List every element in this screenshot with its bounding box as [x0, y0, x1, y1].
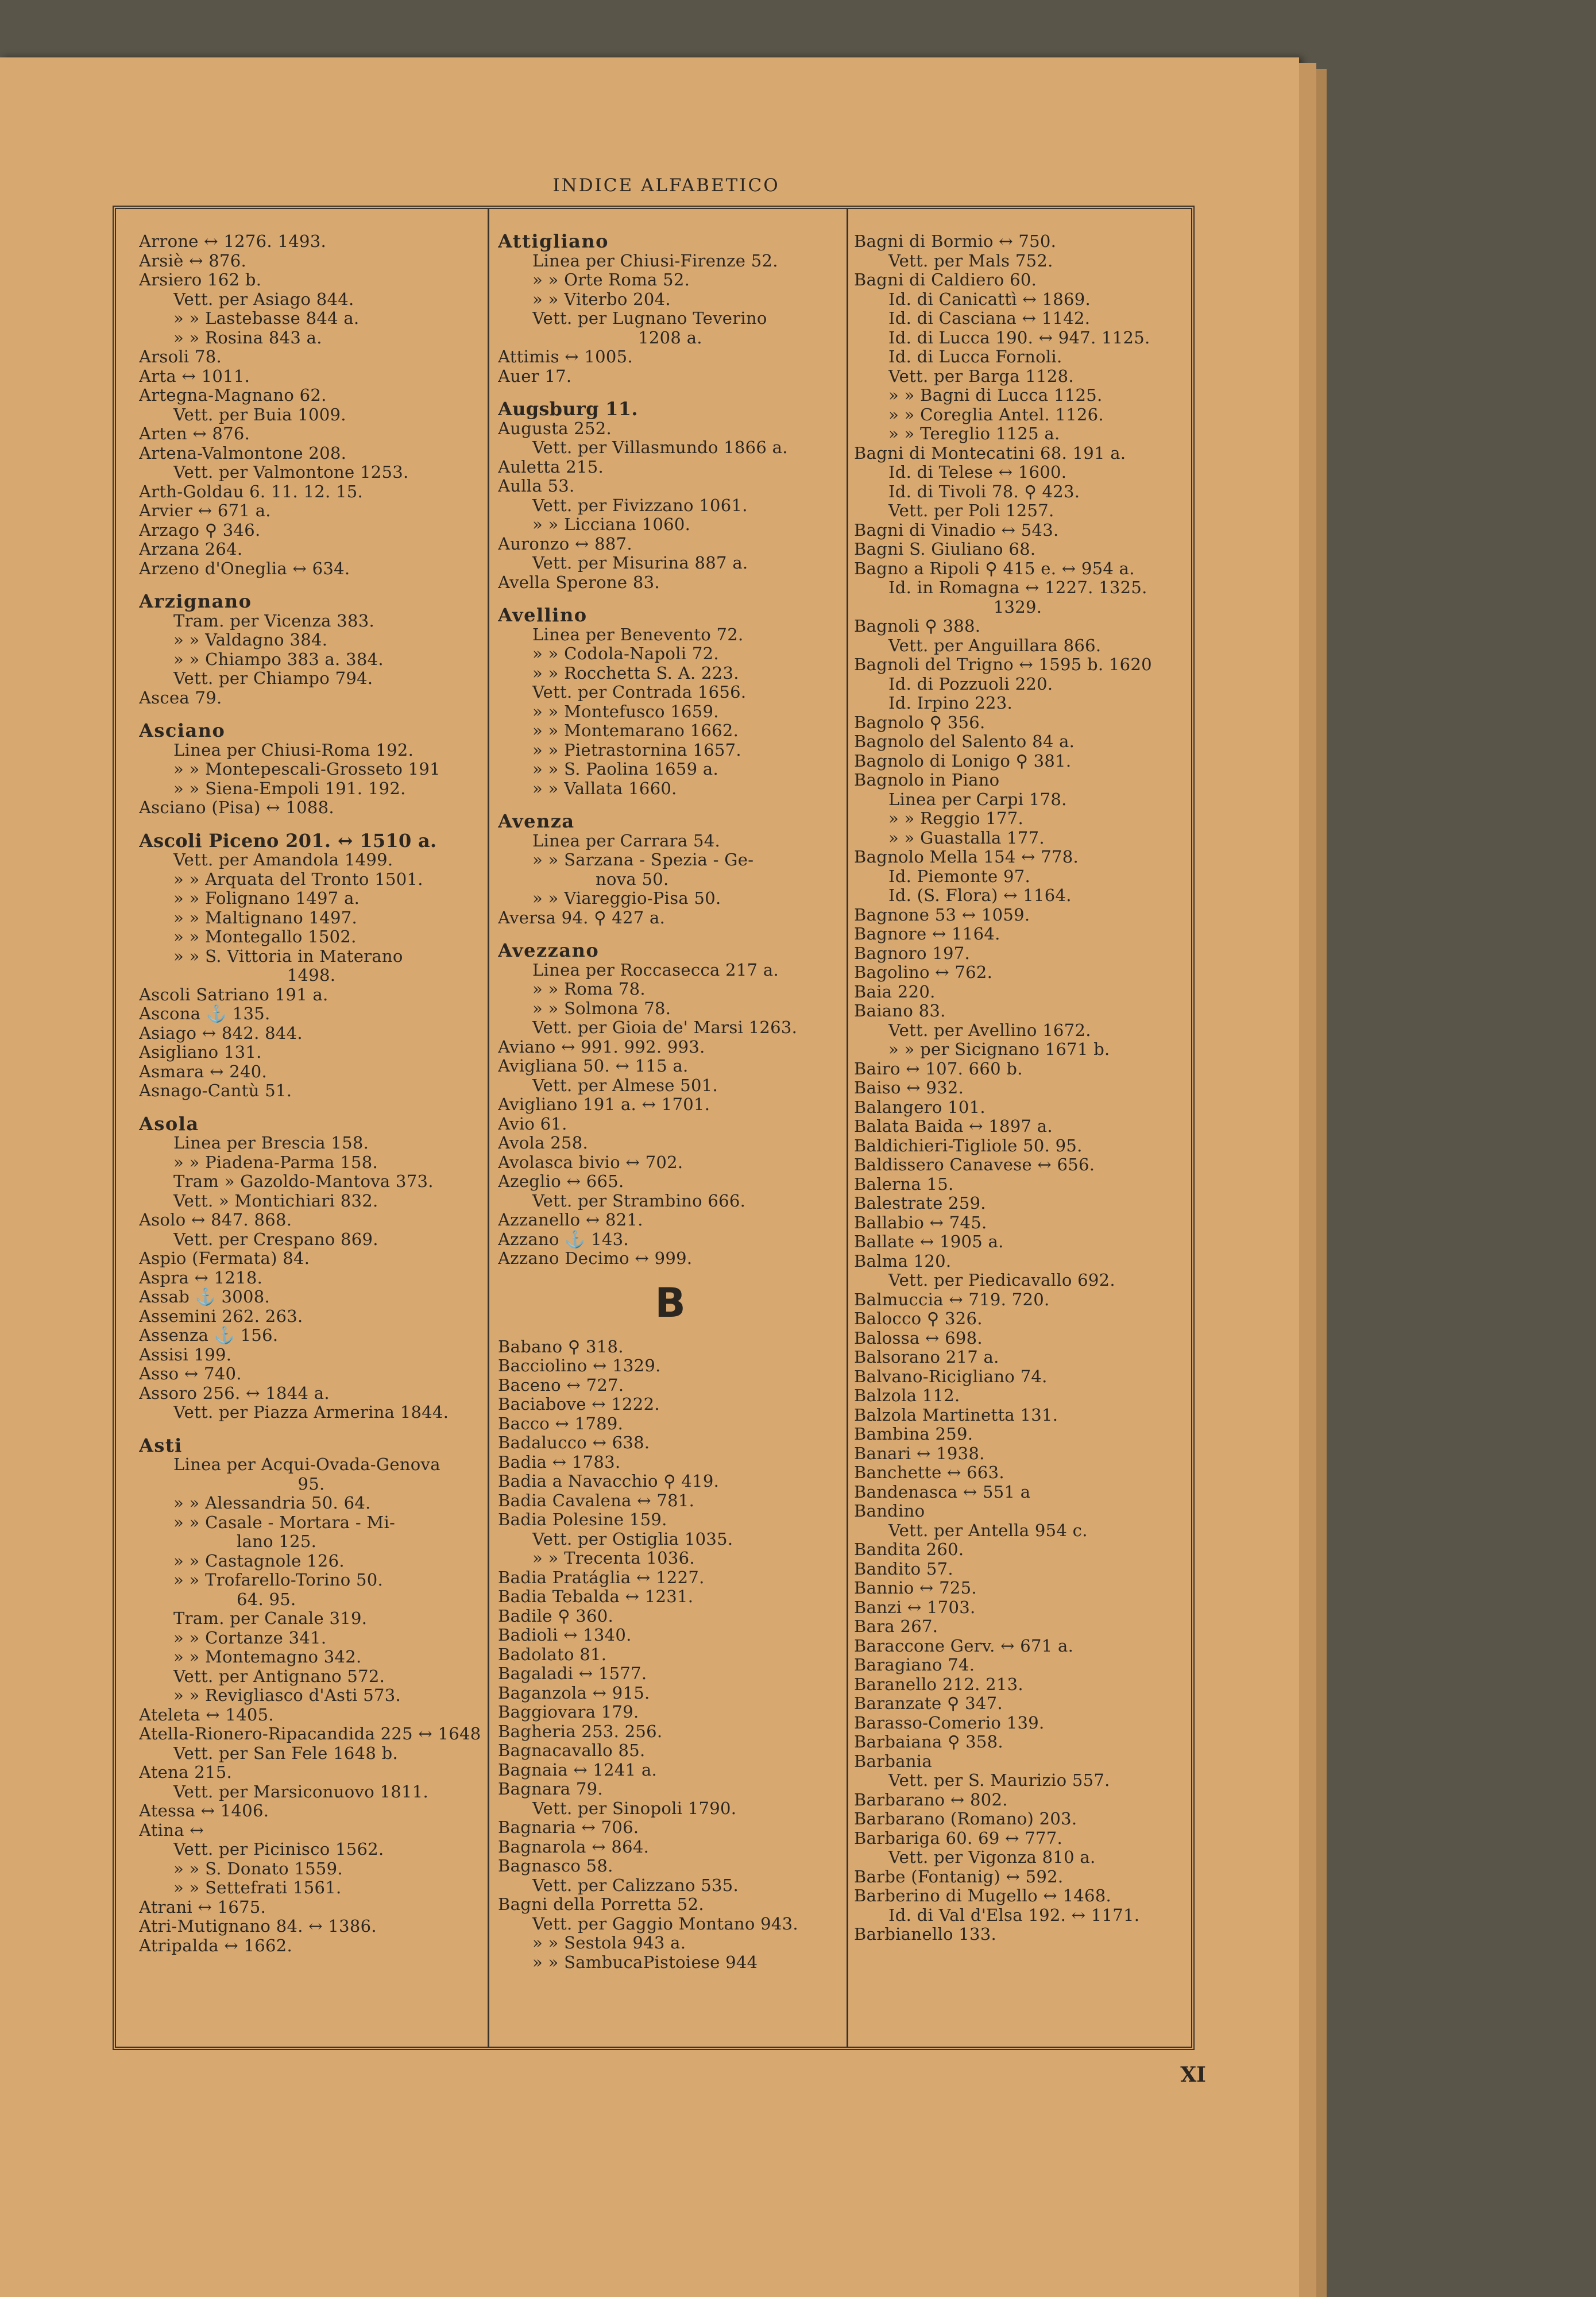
index-entry: » » Piadena-Parma 158. [173, 1153, 378, 1172]
index-entry: Barbaiana ⚲ 358. [854, 1733, 1003, 1751]
index-entry: Bagni di Caldiero 60. [854, 270, 1037, 289]
index-entry: Vett. per Buia 1009. [173, 405, 346, 424]
index-entry: » » Tereglio 1125 a. [888, 424, 1060, 443]
index-entry: » » Sestola 943 a. [532, 1933, 686, 1952]
index-entry: Augsburg 11. [498, 400, 638, 419]
index-entry: Bagnolo del Salento 84 a. [854, 732, 1075, 751]
index-entry: Vett. per S. Maurizio 557. [888, 1771, 1110, 1790]
index-entry: Balata Baida ↔ 1897 a. [854, 1117, 1053, 1136]
index-entry: Balossa ↔ 698. [854, 1328, 983, 1348]
index-entry: Tram » Gazoldo-Mantova 373. [173, 1172, 434, 1191]
index-entry: 1208 a. [638, 328, 702, 347]
index-entry: » » Arquata del Tronto 1501. [173, 869, 423, 889]
index-entry: Atessa ↔ 1406. [139, 1801, 269, 1820]
index-entry: Vett. per Poli 1257. [888, 501, 1054, 520]
index-entry: Assoro 256. ↔ 1844 a. [139, 1383, 330, 1403]
index-entry: Arta ↔ 1011. [139, 366, 250, 386]
index-entry: » » Montemarano 1662. [532, 721, 739, 740]
index-entry: » » Maltignano 1497. [173, 908, 358, 927]
index-entry: Vett. per Valmontone 1253. [173, 463, 409, 482]
index-entry: Baldissero Canavese ↔ 656. [854, 1155, 1095, 1174]
index-entry: Avigliana 50. ↔ 115 a. [498, 1057, 689, 1076]
index-entry: Balerna 15. [854, 1174, 954, 1194]
spacer [139, 578, 484, 592]
index-entry: Bagnolo Mella 154 ↔ 778. [854, 848, 1079, 867]
index-entry: Barbania [854, 1751, 932, 1771]
index-entry: Bagno a Ripoli ⚲ 415 e. ↔ 954 a. [854, 559, 1135, 578]
index-entry: Asciano (Pisa) ↔ 1088. [139, 798, 334, 817]
index-entry: Auletta 215. [498, 457, 604, 477]
index-entry: Bagni di Montecatini 68. 191 a. [854, 443, 1126, 463]
index-entry: Azeglio ↔ 665. [498, 1172, 624, 1191]
index-entry: Barbarano (Romano) 203. [854, 1809, 1077, 1828]
index-entry: » » Folignano 1497 a. [173, 889, 360, 908]
index-entry: Baranzate ⚲ 347. [854, 1694, 1003, 1713]
index-entry: Vett. » Montichiari 832. [173, 1191, 378, 1211]
index-entry: Avolasca bivio ↔ 702. [498, 1153, 683, 1172]
index-entry: Ballabio ↔ 745. [854, 1213, 987, 1232]
index-entry: » » Trecenta 1036. [532, 1549, 695, 1568]
index-entry: Linea per Chiusi-Firenze 52. [532, 251, 778, 270]
index-entry: Vett. per Almese 501. [532, 1076, 718, 1095]
index-entry: » » Settefrati 1561. [173, 1878, 342, 1897]
index-entry: Baceno ↔ 727. [498, 1375, 624, 1395]
index-entry: Atella-Rionero-Ripacandida 225 ↔ 1648 [139, 1724, 481, 1743]
index-entry: Vett. per Vigonza 810 a. [888, 1848, 1096, 1867]
index-entry: Barbe (Fontanig) ↔ 592. [854, 1867, 1064, 1886]
index-entry: Vett. per Misurina 887 a. [532, 554, 748, 573]
index-entry: Bandita 260. [854, 1540, 964, 1559]
index-entry: » » Siena-Empoli 191. 192. [173, 779, 406, 798]
index-entry: Avigliano 191 a. ↔ 1701. [498, 1095, 710, 1114]
index-entry: Arsiè ↔ 876. [139, 251, 247, 270]
index-entry: » » Montegallo 1502. [173, 927, 357, 946]
index-heading: Avenza [498, 812, 575, 832]
index-column-3 [854, 232, 1181, 1944]
index-heading: Arzignano [139, 592, 252, 612]
index-entry: Artena-Valmontone 208. [139, 443, 347, 463]
index-entry: Arzeno d'Oneglia ↔ 634. [139, 559, 350, 578]
index-entry: Aspio (Fermata) 84. [139, 1249, 310, 1268]
index-entry: Bagaladi ↔ 1577. [498, 1664, 647, 1683]
index-entry: Id. di Casciana ↔ 1142. [888, 309, 1091, 328]
index-column-1 [139, 232, 484, 1955]
index-entry: Barasso-Comerio 139. [854, 1713, 1045, 1733]
spacer [139, 818, 484, 832]
index-entry: Vett. per Lugnano Teverino [532, 309, 767, 328]
index-entry: Vett. per Barga 1128. [888, 366, 1074, 386]
index-entry: Badia ↔ 1783. [498, 1452, 621, 1472]
index-entry: » » Valdagno 384. [173, 631, 328, 649]
index-entry: Bagnolo di Lonigo ⚲ 381. [854, 751, 1072, 771]
index-entry: » » Casale - Mortara - Mi- [173, 1513, 396, 1532]
index-entry: Bagni di Bormio ↔ 750. [854, 232, 1057, 251]
index-entry: Badia Tebalda ↔ 1231. [498, 1587, 694, 1606]
index-heading: Avellino [498, 606, 588, 625]
index-entry: Bannio ↔ 725. [854, 1579, 977, 1598]
index-entry: Asnago-Cantù 51. [139, 1081, 292, 1100]
index-entry: Atripalda ↔ 1662. [139, 1936, 293, 1955]
index-entry: Arth-Goldau 6. 11. 12. 15. [139, 482, 364, 501]
index-entry: Bagnolo in Piano [854, 771, 1000, 790]
index-entry: » » Castagnole 126. [173, 1551, 345, 1571]
index-entry: Bagnacavallo 85. [498, 1741, 646, 1760]
index-entry: Baiso ↔ 932. [854, 1078, 964, 1097]
index-entry: Vett. per San Fele 1648 b. [173, 1743, 399, 1763]
index-entry: 1498. [287, 966, 336, 985]
index-entry: » » Guastalla 177. [888, 828, 1045, 848]
index-entry: Bandito 57. [854, 1559, 953, 1579]
index-entry: Badia Pratáglia ↔ 1227. [498, 1568, 705, 1587]
index-entry: Linea per Benevento 72. [532, 625, 744, 644]
index-entry: Baiano 83. [854, 1001, 946, 1020]
index-entry: » » Lastebasse 844 a. [173, 309, 360, 328]
index-heading: Asti [139, 1436, 183, 1455]
index-entry: » » S. Donato 1559. [173, 1859, 343, 1878]
index-entry: Id. in Romagna ↔ 1227. 1325. [888, 578, 1147, 597]
index-entry: » » Revigliasco d'Asti 573. [173, 1686, 401, 1705]
index-entry: Bagnaia ↔ 1241 a. [498, 1760, 658, 1780]
index-entry: Bacco ↔ 1789. [498, 1414, 624, 1433]
index-entry: Ascona ⚓ 135. [139, 1004, 270, 1023]
index-entry: nova 50. [596, 869, 669, 889]
index-entry: Azzano ⚓ 143. [498, 1229, 629, 1249]
index-entry: Bairo ↔ 107. 660 b. [854, 1059, 1023, 1078]
index-heading: Asciano [139, 721, 226, 741]
index-entry: » » Codola-Napoli 72. [532, 644, 719, 663]
index-entry: Baia 220. [854, 982, 936, 1001]
index-entry: Vett. per Calizzano 535. [532, 1876, 739, 1895]
index-entry: Arvier ↔ 671 a. [139, 501, 271, 520]
index-entry: Bandenasca ↔ 551 a [854, 1482, 1031, 1502]
index-entry: » » Viareggio-Pisa 50. [532, 889, 721, 908]
column-rule [847, 209, 848, 2047]
index-entry: Aviano ↔ 991. 992. 993. [498, 1037, 705, 1057]
index-entry: Linea per Brescia 158. [173, 1134, 369, 1153]
index-entry: Assemini 262. 263. [139, 1306, 303, 1326]
index-entry: Balsorano 217 a. [854, 1348, 999, 1367]
index-entry: Vett. per Crespano 869. [173, 1229, 378, 1249]
index-entry: Id. di Pozzuoli 220. [888, 674, 1053, 694]
index-entry: » » S. Paolina 1659 a. [532, 760, 719, 779]
index-entry: Vett. per Anguillara 866. [888, 636, 1102, 655]
index-entry: Banchette ↔ 663. [854, 1463, 1004, 1482]
index-entry: » » Cortanze 341. [173, 1628, 327, 1648]
index-entry: Aulla 53. [498, 477, 575, 496]
index-entry: Augusta 252. [498, 419, 612, 438]
index-entry: Ballate ↔ 1905 a. [854, 1232, 1004, 1251]
index-entry: 1329. [993, 597, 1042, 617]
index-entry: Baldichieri-Tigliole 50. 95. [854, 1136, 1083, 1155]
index-heading: Attigliano [498, 232, 609, 252]
spacer [498, 927, 843, 941]
index-entry: Arsiero 162 b. [139, 270, 262, 289]
index-entry: Bagnara 79. [498, 1780, 603, 1799]
index-entry: Balma 120. [854, 1251, 952, 1271]
index-entry: Ascoli Piceno 201. ↔ 1510 a. [139, 831, 437, 850]
index-entry: Badile ⚲ 360. [498, 1606, 614, 1626]
index-entry: Azzano Decimo ↔ 999. [498, 1249, 693, 1268]
index-entry: » » Bagni di Lucca 1125. [888, 386, 1103, 405]
index-entry: Vett. per Mals 752. [888, 251, 1053, 270]
index-entry: Babano ⚲ 318. [498, 1337, 624, 1356]
index-entry: Id. di Tivoli 78. ⚲ 423. [888, 482, 1080, 501]
spacer [139, 1422, 484, 1436]
index-entry: Azzanello ↔ 821. [498, 1211, 643, 1229]
spacer [498, 592, 843, 606]
index-entry: Id. Piemonte 97. [888, 867, 1030, 886]
index-entry: Arzago ⚲ 346. [139, 520, 261, 540]
index-entry: » » Trofarello-Torino 50. [173, 1571, 384, 1590]
index-entry: Linea per Chiusi-Roma 192. [173, 740, 414, 760]
index-entry: Id. di Telese ↔ 1600. [888, 463, 1067, 482]
index-entry: Baganzola ↔ 915. [498, 1683, 650, 1703]
index-entry: Arten ↔ 876. [139, 424, 250, 443]
page-edge-shadow [1316, 69, 1327, 2297]
running-header: INDICE ALFABETICO [552, 175, 780, 196]
index-entry: Bagnasco 58. [498, 1857, 613, 1876]
index-entry: Vett. per Asiago 844. [173, 289, 354, 309]
index-entry: » » Licciana 1060. [532, 515, 691, 534]
index-entry: Bagnoro 197. [854, 943, 971, 963]
section-letter: B [655, 1279, 686, 1327]
index-entry: Vett. per Fivizzano 1061. [532, 496, 748, 515]
index-entry: Balangero 101. [854, 1097, 986, 1117]
index-entry: Arzana 264. [139, 540, 243, 559]
index-entry: Atina ↔ [139, 1820, 204, 1840]
column-rule [488, 209, 489, 2047]
index-entry: » » Montepescali-Grosseto 191 [173, 760, 440, 779]
index-entry: Assisi 199. [139, 1345, 232, 1364]
index-entry: » » Vallata 1660. [532, 779, 677, 798]
index-entry: Tram. per Canale 319. [173, 1609, 368, 1628]
index-entry: Arsoli 78. [139, 347, 222, 366]
index-entry: Bacciolino ↔ 1329. [498, 1356, 661, 1375]
index-entry: » » Orte Roma 52. [532, 270, 690, 289]
index-entry: Bagni della Porretta 52. [498, 1895, 704, 1914]
index-entry: Asso ↔ 740. [139, 1364, 242, 1383]
index-entry: » » Montemagno 342. [173, 1648, 362, 1666]
index-entry: Id. (S. Flora) ↔ 1164. [888, 886, 1072, 905]
index-entry: » » Pietrastornina 1657. [532, 740, 741, 760]
spacer [139, 707, 484, 721]
index-entry: Linea per Carrara 54. [532, 831, 720, 850]
index-entry: » » S. Vittoria in Materano [173, 946, 403, 966]
index-entry: Bambina 259. [854, 1425, 973, 1444]
index-entry: Bagni di Vinadio ↔ 543. [854, 520, 1059, 540]
index-entry: 95. [297, 1474, 325, 1494]
index-entry: Avola 258. [498, 1134, 588, 1153]
index-entry: Aspra ↔ 1218. [139, 1268, 263, 1287]
index-entry: Tram. per Vicenza 383. [173, 611, 374, 631]
index-entry: Baragiano 74. [854, 1656, 975, 1675]
index-entry: Vett. per Antignano 572. [173, 1666, 385, 1686]
index-entry: Vett. per Sinopoli 1790. [532, 1799, 737, 1818]
index-entry: » » Alessandria 50. 64. [173, 1494, 371, 1513]
index-entry: Atri-Mutignano 84. ↔ 1386. [139, 1917, 377, 1936]
index-entry: Id. di Lucca 190. ↔ 947. 1125. [888, 328, 1150, 347]
index-entry: Badia Cavalena ↔ 781. [498, 1491, 695, 1510]
spacer [498, 798, 843, 812]
index-frame [113, 206, 1195, 2050]
index-entry: Baranello 212. 213. [854, 1675, 1023, 1694]
index-entry: Vett. per Ostiglia 1035. [532, 1529, 733, 1549]
index-entry: Bagnone 53 ↔ 1059. [854, 905, 1030, 925]
index-entry: Auronzo ↔ 887. [498, 534, 632, 554]
index-entry: Vett. per Villasmundo 1866 a. [532, 438, 788, 457]
index-entry: » » Rocchetta S. A. 223. [532, 663, 739, 683]
index-entry: Bagnore ↔ 1164. [854, 925, 1000, 943]
index-entry: 64. 95. [237, 1590, 296, 1609]
index-entry: Arrone ↔ 1276. 1493. [139, 232, 326, 251]
index-entry: Bagheria 253. 256. [498, 1722, 663, 1741]
index-entry: Bara 267. [854, 1617, 938, 1636]
index-entry: Id. di Canicattì ↔ 1869. [888, 289, 1091, 309]
index-entry: Balzola 112. [854, 1386, 960, 1405]
index-entry: Badia a Navacchio ⚲ 419. [498, 1472, 720, 1491]
index-entry: Linea per Carpi 178. [888, 790, 1067, 809]
index-entry: Bagnolo ⚲ 356. [854, 713, 986, 732]
index-entry: Badalucco ↔ 638. [498, 1433, 650, 1452]
index-entry: » » Coreglia Antel. 1126. [888, 405, 1104, 424]
index-entry: Ascea 79. [139, 688, 222, 707]
index-entry: Bagnoli del Trigno ↔ 1595 b. 1620 [854, 655, 1152, 674]
index-entry: Baggiovara 179. [498, 1703, 639, 1722]
index-entry: Bagolino ↔ 762. [854, 963, 993, 982]
index-entry: Banzi ↔ 1703. [854, 1598, 976, 1617]
index-entry: Balvano-Ricigliano 74. [854, 1367, 1048, 1386]
index-entry: Bagnarola ↔ 864. [498, 1837, 650, 1857]
index-entry: Vett. per Piedicavallo 692. [888, 1271, 1115, 1290]
index-entry: Assab ⚓ 3008. [139, 1287, 270, 1306]
index-heading: Asola [139, 1114, 199, 1134]
index-entry: Balocco ⚲ 326. [854, 1309, 983, 1328]
index-entry: Linea per Roccasecca 217 a. [532, 960, 779, 980]
index-entry: Atena 215. [139, 1763, 233, 1782]
index-entry: » » Montefusco 1659. [532, 702, 719, 721]
spacer [498, 386, 843, 400]
index-entry: Balmuccia ↔ 719. 720. [854, 1290, 1050, 1309]
index-entry: Balzola Martinetta 131. [854, 1405, 1058, 1425]
index-entry: Barbariga 60. 69 ↔ 777. [854, 1828, 1062, 1848]
index-entry: Vett. per Avellino 1672. [888, 1020, 1091, 1040]
index-entry: Vett. per Strambino 666. [532, 1191, 746, 1211]
index-entry: Barberino di Mugello ↔ 1468. [854, 1886, 1112, 1905]
index-entry: Baraccone Gerv. ↔ 671 a. [854, 1636, 1074, 1656]
spacer [139, 1101, 484, 1115]
index-entry: Vett. per Antella 954 c. [888, 1521, 1088, 1540]
index-entry: Aversa 94. ⚲ 427 a. [498, 908, 666, 927]
index-entry: Bagni S. Giuliano 68. [854, 540, 1036, 559]
index-column-2 [498, 232, 843, 1972]
index-entry: Auer 17. [498, 366, 572, 386]
index-entry: Asolo ↔ 847. 868. [139, 1211, 292, 1229]
index-entry: » » Viterbo 204. [532, 289, 671, 309]
index-entry: Bagnoli ⚲ 388. [854, 617, 981, 636]
index-entry: Avella Sperone 83. [498, 573, 660, 592]
index-entry: Artegna-Magnano 62. [139, 386, 327, 405]
page-number: XI [1180, 2063, 1206, 2087]
index-entry: lano 125. [237, 1532, 317, 1551]
index-entry: Id. di Val d'Elsa 192. ↔ 1171. [888, 1905, 1140, 1925]
index-entry: Vett. per Amandola 1499. [173, 850, 393, 869]
index-entry: Bandino [854, 1502, 925, 1521]
index-entry: Vett. per Chiampo 794. [173, 669, 373, 688]
index-entry: Ateleta ↔ 1405. [139, 1705, 274, 1724]
index-entry: Vett. per Contrada 1656. [532, 683, 747, 702]
index-entry: Asmara ↔ 240. [139, 1062, 267, 1081]
index-entry: » » Rosina 843 a. [173, 328, 322, 347]
index-entry: Avio 61. [498, 1114, 567, 1134]
index-entry: » » Roma 78. [532, 980, 646, 999]
index-entry: Bagnaria ↔ 706. [498, 1818, 639, 1837]
index-entry: Vett. per Gioia de' Marsi 1263. [532, 1018, 798, 1037]
index-entry: Id. di Lucca Fornoli. [888, 347, 1062, 366]
index-entry: Asigliano 131. [139, 1043, 262, 1062]
page-edge [1299, 63, 1316, 2297]
index-entry: Badolato 81. [498, 1645, 607, 1664]
index-entry: Asiago ↔ 842. 844. [139, 1023, 303, 1043]
index-entry: » » Sarzana - Spezia - Ge- [532, 850, 754, 869]
index-heading: Avezzano [498, 941, 600, 961]
index-entry: Linea per Acqui-Ovada-Genova [173, 1455, 440, 1474]
index-entry: Vett. per Gaggio Montano 943. [532, 1914, 798, 1933]
index-entry: Balestrate 259. [854, 1194, 986, 1213]
index-entry: Baciabove ↔ 1222. [498, 1395, 660, 1414]
index-entry: » » Chiampo 383 a. 384. [173, 649, 384, 669]
index-entry: Banari ↔ 1938. [854, 1444, 985, 1463]
index-entry: Vett. per Picinisco 1562. [173, 1840, 384, 1859]
index-entry: Atrani ↔ 1675. [139, 1897, 266, 1917]
index-entry: Barbarano ↔ 802. [854, 1790, 1008, 1809]
index-entry: Vett. per Piazza Armerina 1844. [173, 1403, 449, 1422]
index-entry: » » SambucaPistoiese 944 [532, 1952, 758, 1972]
index-entry: » » per Sicignano 1671 b. [888, 1040, 1110, 1059]
index-entry: Badia Polesine 159. [498, 1510, 667, 1529]
index-entry: Assenza ⚓ 156. [139, 1326, 279, 1345]
index-entry: Id. Irpino 223. [888, 694, 1013, 713]
index-entry: Attimis ↔ 1005. [498, 347, 633, 366]
index-entry: Ascoli Satriano 191 a. [139, 985, 329, 1004]
index-entry: Vett. per Marsiconuovo 1811. [173, 1782, 428, 1801]
index-entry: » » Reggio 177. [888, 809, 1024, 828]
index-entry: Barbianello 133. [854, 1925, 997, 1944]
index-entry: » » Solmona 78. [532, 999, 671, 1018]
index-entry: Badioli ↔ 1340. [498, 1626, 632, 1645]
